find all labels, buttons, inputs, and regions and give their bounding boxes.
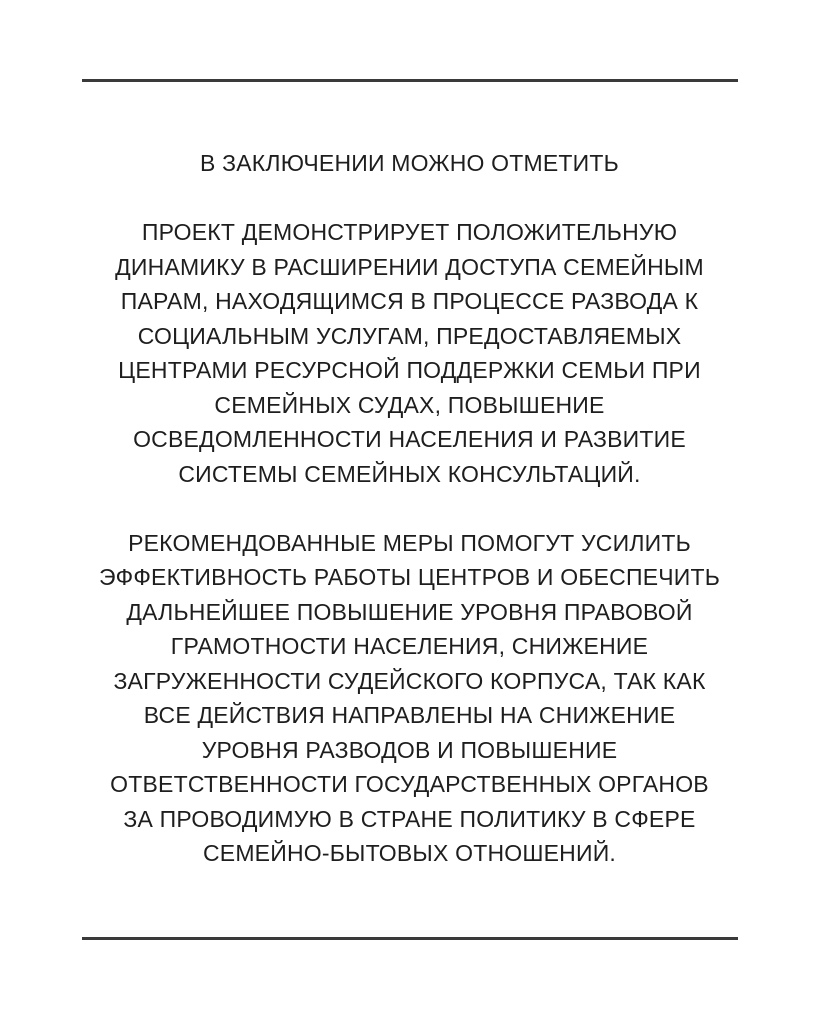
paragraph-line: ГРАМОТНОСТИ НАСЕЛЕНИЯ, СНИЖЕНИЕ: [170, 633, 649, 659]
document-body: [30, 146, 789, 871]
paragraph-line: СИСТЕМЫ СЕМЕЙНЫХ КОНСУЛЬТАЦИЙ.: [178, 460, 641, 487]
paragraph-line: ЦЕНТРАМИ РЕСУРСНОЙ ПОДДЕРЖКИ СЕМЬИ ПРИ: [118, 357, 701, 383]
paragraph-line: ЭФФЕКТИВНОСТЬ РАБОТЫ ЦЕНТРОВ И ОБЕСПЕЧИТЬ: [98, 564, 721, 590]
paragraph-1: [30, 215, 789, 491]
paragraph-line: СОЦИАЛЬНЫМ УСЛУГАМ, ПРЕДОСТАВЛЯЕМЫХ: [137, 322, 682, 349]
paragraph-line: ОТВЕТСТВЕННОСТИ ГОСУДАРСТВЕННЫХ ОРГАНОВ: [110, 771, 709, 797]
paragraph-2: [30, 526, 789, 871]
paragraph-line: ДАЛЬНЕЙШЕЕ ПОВЫШЕНИЕ УРОВНЯ ПРАВОВОЙ: [126, 598, 693, 625]
paragraph-line: РЕКОМЕНДОВАННЫЕ МЕРЫ ПОМОГУТ УСИЛИТЬ: [128, 529, 691, 556]
paragraph-line: ПРОЕКТ ДЕМОНСТРИРУЕТ ПОЛОЖИТЕЛЬНУЮ: [141, 219, 678, 245]
paragraph-line: ЗАГРУЖЕННОСТИ СУДЕЙСКОГО КОРПУСА, ТАК КАК: [113, 667, 706, 694]
heading: [30, 146, 789, 181]
paragraph-line: ЗА ПРОВОДИМУЮ В СТРАНЕ ПОЛИТИКУ В СФЕРЕ: [123, 805, 696, 832]
heading-line: В ЗАКЛЮЧЕНИИ МОЖНО ОТМЕТИТЬ: [200, 150, 619, 176]
paragraph-line: СЕМЕЙНЫХ СУДАХ, ПОВЫШЕНИЕ: [214, 391, 605, 418]
paragraph-line: СЕМЕЙНО-БЫТОВЫХ ОТНОШЕНИЙ.: [202, 840, 617, 866]
paragraph-line: УРОВНЯ РАЗВОДОВ И ПОВЫШЕНИЕ: [201, 736, 618, 763]
paragraph-line: ВСЕ ДЕЙСТВИЯ НАПРАВЛЕНЫ НА СНИЖЕНИЕ: [143, 702, 676, 728]
paragraph-line: ПАРАМ, НАХОДЯЩИМСЯ В ПРОЦЕССЕ РАЗВОДА К: [120, 288, 699, 314]
bottom-divider: [82, 937, 738, 940]
paragraph-line: ДИНАМИКУ В РАСШИРЕНИИ ДОСТУПА СЕМЕЙНЫМ: [115, 253, 704, 280]
paragraph-line: ОСВЕДОМЛЕННОСТИ НАСЕЛЕНИЯ И РАЗВИТИЕ: [133, 426, 686, 452]
spacer: [30, 491, 789, 526]
top-divider: [82, 79, 738, 82]
spacer: [30, 181, 789, 216]
